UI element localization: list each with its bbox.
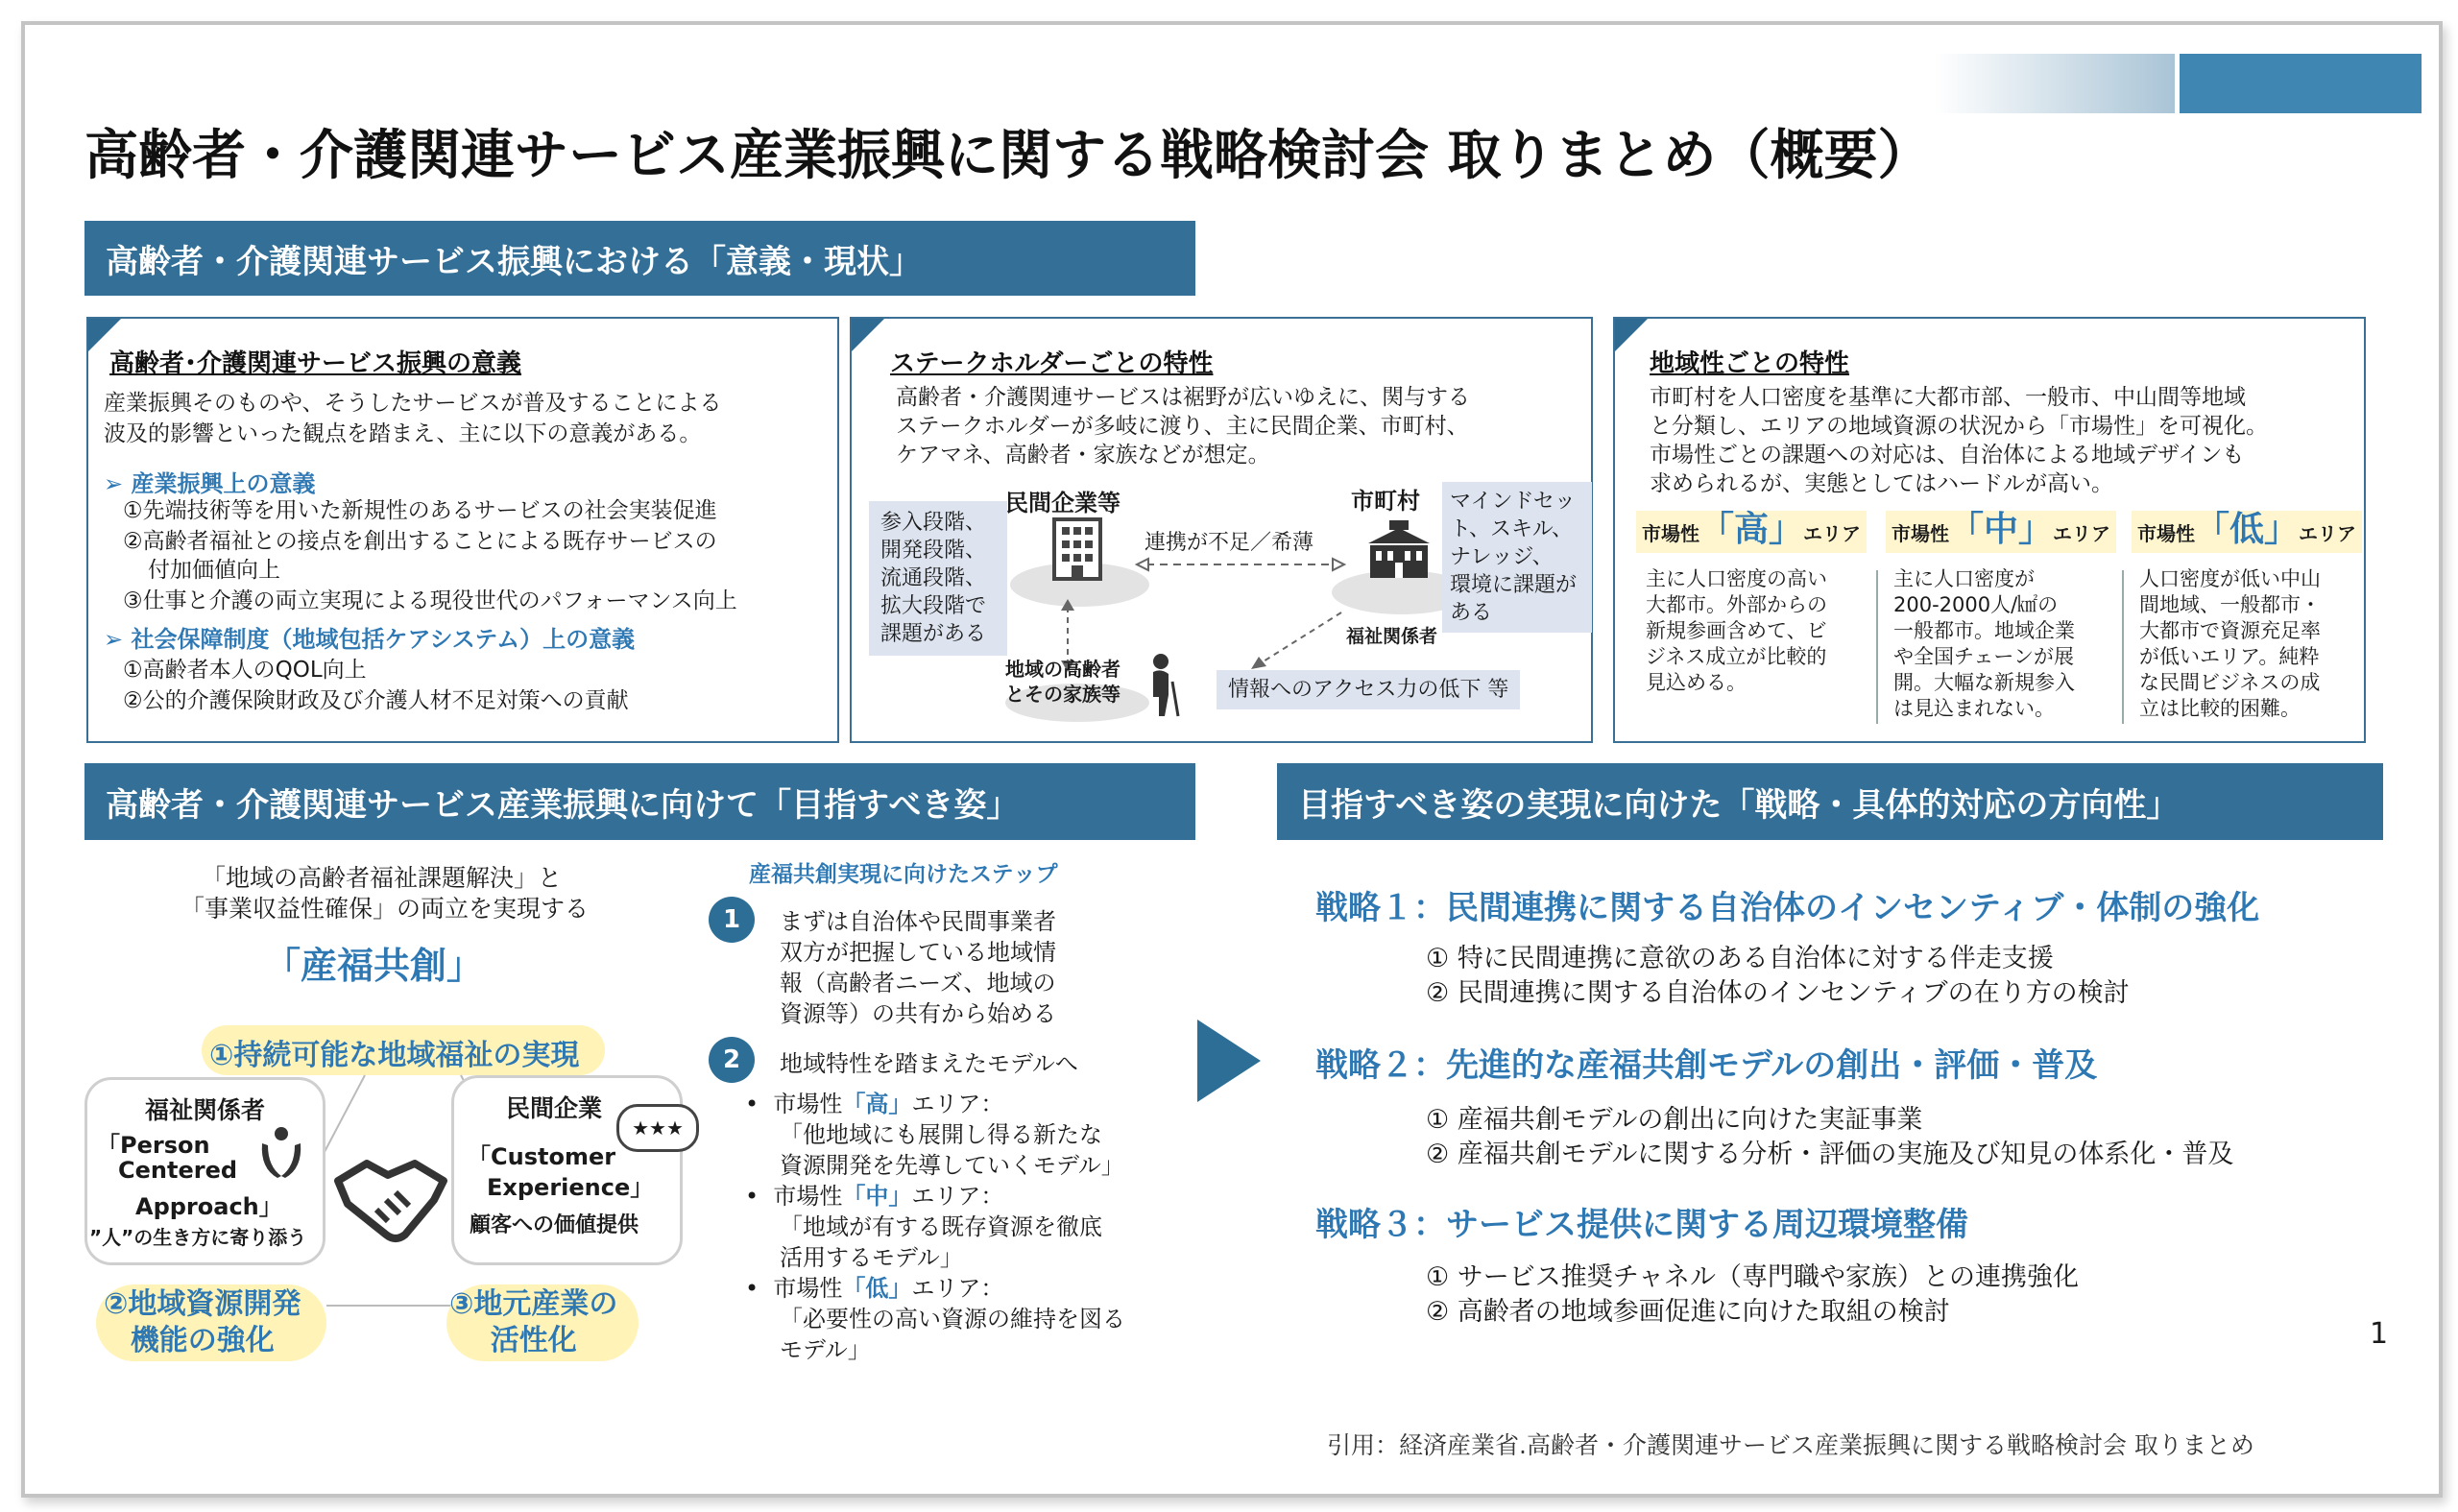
desc-line: は見込まれない。 [1893, 697, 2055, 720]
desc-line: 新規参画含めて、ビ [1646, 619, 1827, 642]
card-text: 高齢者・介護関連サービスは裾野が広いゆえに、関与する [896, 385, 1470, 410]
band-label: 高齢者・介護関連サービス振興における「意義・現状」 [106, 242, 922, 281]
rating-bubble [616, 1104, 699, 1152]
goal-line: ②地域資源開発 [104, 1287, 301, 1321]
step-line: 報（高齢者ニーズ、地域の [780, 970, 1056, 996]
caring-hands-icon [258, 1124, 304, 1182]
mk-suffix: エリア [2299, 522, 2357, 545]
subheading-social: ➢ 社会保障制度（地域包括ケアシステム）上の意義 [104, 626, 636, 653]
band-label: 高齢者・介護関連サービス産業振興に向けて「目指すべき姿」 [106, 785, 1020, 825]
label-line: 環境に課題が [1450, 573, 1578, 597]
elderly-person-icon [1140, 653, 1188, 720]
card-text: 波及的影響といった観点を踏まえ、主に以下の意義がある。 [104, 421, 702, 446]
step2-text: 地域特性を踏まえたモデルへ [780, 1050, 1078, 1077]
card-text: と分類し、エリアの地域資源の状況から「市場性」を可視化。 [1650, 414, 2268, 439]
steps-heading: 産福共創実現に向けたステップ [749, 862, 1058, 887]
bullet-mid: • 市場性「中」エリア： [745, 1183, 1004, 1210]
mk-suffix: エリア [2053, 522, 2111, 545]
city-label: 市町村 [1351, 488, 1420, 515]
bullet-post: エリア： [911, 1275, 1004, 1302]
bullet-post: エリア： [911, 1091, 1004, 1117]
label-line: 課題がある [880, 622, 987, 646]
right-issue-label [1442, 482, 1592, 633]
mk-prefix: 市場性 [1892, 522, 1949, 545]
desc-line: 立は比較的困難。 [2139, 697, 2301, 720]
area-desc-high [1646, 566, 1827, 696]
keyword-sanpuku: 「産福共創」 [264, 945, 484, 987]
welfare-box-line: Approach」 [135, 1193, 282, 1220]
card-significance [86, 317, 839, 743]
desc-line: 開。大幅な新規参入 [1893, 671, 2075, 694]
card-corner [852, 319, 884, 351]
strategy-2-title: 戦略２：先進的な産福共創モデルの創出・評価・普及 [1315, 1046, 2098, 1085]
label-line: ト、スキル、 [1450, 517, 1574, 541]
label-line: 参入段階、 [880, 511, 987, 535]
mk-suffix: エリア [1803, 522, 1862, 545]
bullet-pre: 市場性 [773, 1275, 843, 1302]
list-item: ③仕事と介護の両立実現による現役世代のパフォーマンス向上 [123, 588, 737, 613]
card-text: 求められるが、実態としてはハードルが高い。 [1650, 471, 2113, 496]
welfare-box-line: Centered [118, 1157, 238, 1184]
subheading-industry: ➢ 産業振興上の意義 [104, 470, 316, 497]
strategy-item: ① 産福共創モデルの創出に向けた実証事業 [1426, 1105, 1923, 1135]
label-line: 開発段階、 [880, 539, 987, 563]
goal-local-industry [449, 1286, 617, 1359]
page-number: 1 [2370, 1317, 2389, 1351]
step-line: 双方が把握している地域情 [780, 939, 1056, 966]
desc-line: 人口密度が低い中山 [2139, 567, 2321, 590]
section-band-strategy [1277, 763, 2383, 840]
label-line: ある [1450, 601, 1493, 625]
goal-line: 機能の強化 [130, 1324, 275, 1357]
section-band-vision [84, 763, 1195, 840]
mk-level: 「中」 [1949, 510, 2054, 549]
bullet-level: 「中」 [842, 1183, 912, 1210]
goal-resource-development [104, 1286, 301, 1359]
desc-line: 大都市。外部からの [1646, 593, 1827, 616]
bullet-line: 活用するモデル」 [780, 1244, 963, 1271]
card-stakeholders [850, 317, 1593, 743]
divider [1876, 570, 1878, 724]
rating-stars-icon: ★★★ [632, 1116, 684, 1140]
area-desc-low [2139, 566, 2321, 722]
desc-line: 見込める。 [1646, 671, 1747, 694]
bullet-line: 「地域が有する既存資源を徹底 [780, 1213, 1102, 1240]
flow-arrow-icon [1195, 1018, 1263, 1104]
strategy-3-title: 戦略３：サービス提供に関する周辺環境整備 [1315, 1206, 1968, 1244]
company-box-title: 民間企業 [506, 1094, 603, 1122]
page-title: 高齢者・介護関連サービス産業振興に関する戦略検討会 取りまとめ（概要） [84, 125, 1932, 187]
bullet-line: 資源開発を先導していくモデル」 [780, 1152, 1124, 1179]
welfare-box-line: 「Person [97, 1132, 210, 1159]
label-line: とその家族等 [1005, 683, 1121, 706]
bullet-level: 「低」 [842, 1275, 912, 1302]
label-line: 地域の高齢者 [1005, 658, 1121, 681]
strategy-item: ① 特に民間連携に意欲のある自治体に対する伴走支援 [1426, 944, 2054, 973]
handshake-icon [328, 1142, 453, 1258]
bullet-line: 「必要性の高い資源の維持を図る [780, 1306, 1125, 1332]
link-arrow [1135, 555, 1346, 574]
label-line: 拡大段階で [880, 594, 987, 618]
bullet-low: • 市場性「低」エリア： [745, 1275, 1004, 1302]
step-number: 2 [709, 1037, 755, 1083]
market-label-high [1636, 511, 1867, 553]
bullet-level: 「高」 [842, 1091, 912, 1117]
company-box-note: 顧客への価値提供 [470, 1213, 639, 1237]
bullet-pre: 市場性 [773, 1183, 843, 1210]
step-line: まずは自治体や民間事業者 [780, 908, 1056, 935]
list-item: ①高齢者本人のQOL向上 [123, 658, 367, 683]
strategy-item: ② 産福共創モデルに関する分析・評価の実施及び知見の体系化・普及 [1426, 1140, 2234, 1169]
card-text: ケアマネ、高齢者・家族などが想定。 [896, 443, 1270, 468]
bullet-line: 「他地域にも展開し得る新たな [780, 1121, 1102, 1148]
market-label-mid [1886, 511, 2116, 553]
citation: 引用：経済産業省.高齢者・介護関連サービス産業振興に関する戦略検討会 取りまとめ [1327, 1431, 2254, 1459]
mk-level: 「低」 [2195, 510, 2300, 549]
market-label-low [2132, 511, 2362, 553]
strategy-item: ② 高齢者の地域参画促進に向けた取組の検討 [1426, 1297, 1950, 1327]
strategy-item: ① サービス推奨チャネル（専門職や家族）との連携強化 [1426, 1262, 2079, 1292]
desc-line: 主に人口密度の高い [1646, 567, 1827, 590]
card-text: ステークホルダーが多岐に渡り、主に民間企業、市町村、 [896, 414, 1469, 439]
card-text: 市町村を人口密度を基準に大都市部、一般市、中山間等地域 [1650, 385, 2246, 410]
strategy-1-title: 戦略１：民間連携に関する自治体のインセンティブ・体制の強化 [1315, 889, 2260, 927]
card-text: 市場性ごとの課題への対応は、自治体による地域デザインも [1650, 443, 2245, 468]
card-corner [1615, 319, 1648, 351]
city-hall-icon [1361, 518, 1437, 582]
list-item: ②高齢者福祉との接点を創出することによる既存サービスの [123, 529, 717, 554]
step-line: 資源等）の共有から始める [780, 1000, 1056, 1027]
area-desc-mid [1893, 566, 2075, 722]
company-label: 民間企業等 [1005, 490, 1121, 516]
bullet-line: モデル」 [780, 1336, 871, 1363]
card-title: 地域性ごとの特性 [1650, 349, 1850, 378]
desc-line: 主に人口密度が [1893, 567, 2035, 590]
vision-line: 「地域の高齢者福祉課題解決」と [202, 864, 563, 892]
divider [2122, 570, 2124, 724]
label-line: ナレッジ、 [1450, 545, 1554, 569]
welfare-box-note: ”人”の生き方に寄り添う [89, 1226, 307, 1249]
card-title: ステークホルダーごとの特性 [890, 349, 1214, 378]
band-label: 目指すべき姿の実現に向けた「戦略・具体的対応の方向性」 [1298, 785, 2180, 825]
left-issue-label [869, 501, 1007, 656]
goal-line: ③地元産業の [449, 1287, 618, 1321]
mk-level: 「高」 [1699, 510, 1804, 549]
desc-line: 大都市で資源充足率 [2139, 619, 2321, 642]
label-line: マインドセッ [1450, 490, 1576, 514]
list-item: 付加価値向上 [148, 558, 280, 583]
card-title: 高齢者･介護関連サービス振興の意義 [109, 349, 522, 378]
desc-line: な民間ビジネスの成 [2139, 671, 2321, 694]
desc-line: 間地域、一般都市・ [2139, 593, 2321, 616]
desc-line: 一般都市。地域企業 [1893, 619, 2075, 642]
welfare-box-title: 福祉関係者 [145, 1096, 266, 1124]
goal-line: 活性化 [490, 1324, 577, 1357]
card-regionality [1613, 317, 2366, 743]
goal-sustainable-welfare: ①持続可能な地域福祉の実現 [209, 1039, 580, 1072]
strategy-item: ② 民間連携に関する自治体のインセンティブの在り方の検討 [1426, 978, 2130, 1008]
link-label: 連携が不足／希薄 [1145, 531, 1314, 555]
bullet-post: エリア： [911, 1183, 1004, 1210]
desc-line: ジネス成立が比較的 [1646, 645, 1827, 668]
card-text: 産業振興そのものや、そうしたサービスが普及することによる [104, 391, 722, 416]
list-item: ②公的介護保険財政及び介護人材不足対策への貢献 [123, 688, 629, 713]
decor-bar [2180, 54, 2422, 113]
label-line: 流通段階、 [880, 566, 987, 590]
welfare-box [84, 1077, 325, 1265]
desc-line: や全国チェーンが展 [1893, 645, 2074, 668]
list-item: ①先端技術等を用いた新規性のあるサービスの社会実装促進 [123, 498, 717, 523]
bullet-high: • 市場性「高」エリア： [745, 1091, 1004, 1117]
step-number: 1 [709, 897, 755, 943]
step1-text [780, 906, 1056, 1029]
desc-line: が低いエリア。純粋 [2139, 645, 2320, 668]
section-band-significance [84, 221, 1195, 296]
vision-line: 「事業収益性確保」の両立を実現する [181, 895, 590, 923]
access-label: 情報へのアクセス力の低下 等 [1217, 670, 1520, 709]
model-bullets [745, 1089, 1125, 1365]
decor-gradient [1935, 54, 2175, 113]
mk-prefix: 市場性 [1642, 522, 1699, 545]
welfare-label: 福祉関係者 [1346, 626, 1438, 647]
diagonal-dashed-arrow [1245, 607, 1351, 674]
company-building-icon [1048, 516, 1106, 583]
company-box-line: Experience」 [487, 1174, 654, 1201]
company-box-line: 「Customer [468, 1143, 616, 1170]
elderly-label [1005, 657, 1121, 707]
mk-prefix: 市場性 [2137, 522, 2195, 545]
desc-line: 200-2000人/㎢の [1893, 593, 2059, 616]
bullet-pre: 市場性 [773, 1091, 843, 1117]
